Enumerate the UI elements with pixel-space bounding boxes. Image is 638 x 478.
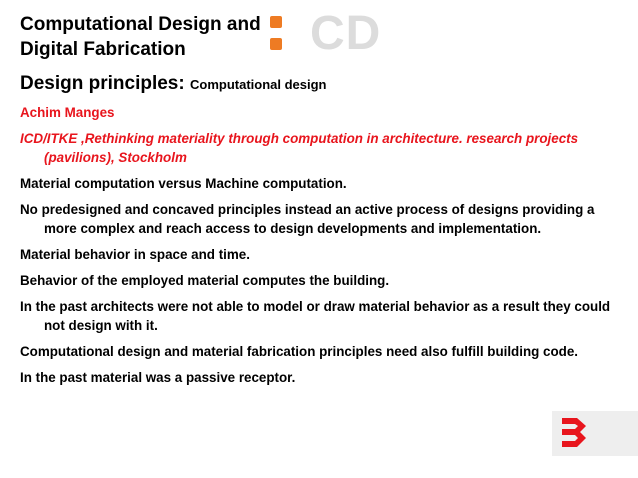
corner-logo-icon bbox=[562, 418, 586, 447]
body-paragraph: Computational design and material fabrication principles need also fulfill building code. bbox=[20, 344, 579, 359]
presentation-title bbox=[20, 12, 261, 62]
subtitle-small: Computational design bbox=[189, 77, 327, 92]
research-reference: ICD/ITKE ,Rethinking materiality through computation in architecture. research projects (pavilions), Stockholm bbox=[20, 131, 579, 165]
slide-body bbox=[20, 103, 615, 394]
slide-subtitle bbox=[20, 71, 326, 98]
author-name: Achim Manges bbox=[20, 105, 115, 120]
body-paragraph: Material computation versus Machine computation. bbox=[20, 176, 347, 191]
body-paragraph: No predesigned and concaved principles instead an active process of designs providing a more complex and reach access to design developments and implementation. bbox=[20, 202, 595, 236]
body-paragraph: In the past architects were not able to model or draw material behavior as a result they could not design with it. bbox=[20, 299, 611, 333]
logo-dot-bottom bbox=[270, 38, 282, 50]
colon-logo-icon bbox=[270, 16, 284, 52]
subtitle-main: Design principles: bbox=[20, 73, 185, 94]
logo-dot-top bbox=[270, 16, 282, 28]
body-paragraph: Material behavior in space and time. bbox=[20, 247, 250, 262]
body-paragraph: Behavior of the employed material computes the building. bbox=[20, 273, 390, 288]
title-line-2: Digital Fabrication bbox=[20, 39, 186, 60]
title-line-1: Computational Design and bbox=[20, 14, 261, 35]
body-paragraph: In the past material was a passive receptor. bbox=[20, 370, 296, 385]
brand-letters: CD bbox=[310, 7, 382, 60]
